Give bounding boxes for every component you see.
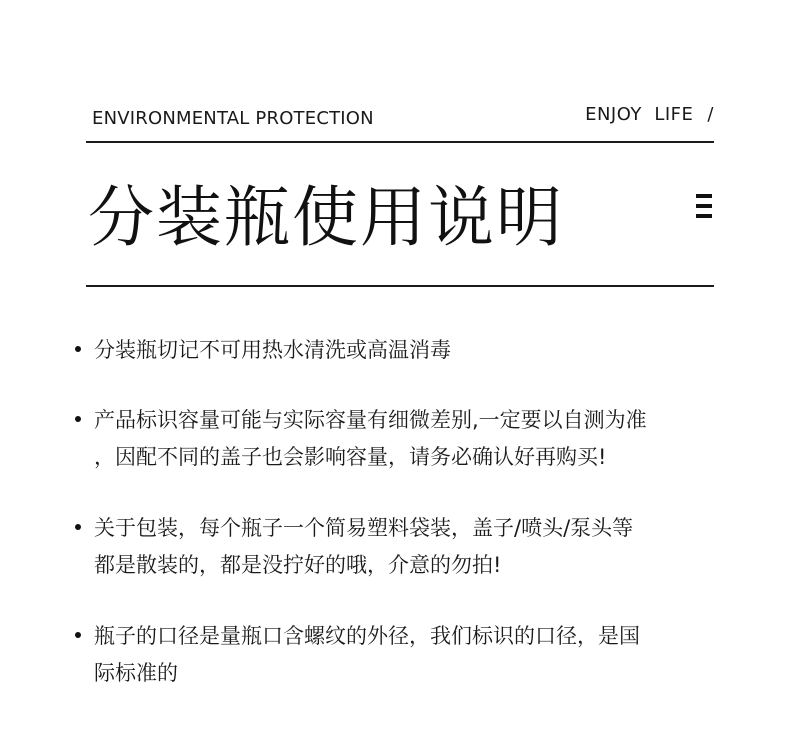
note-line: 分装瓶切记不可用热水清洗或高温消毒 [94,338,451,362]
hamburger-icon[interactable] [696,194,712,218]
note-text [94,618,716,692]
note-line: 产品标识容量可能与实际容量有细微差别,一定要以自测为准 [94,408,647,432]
header-left-text: ENVIRONMENTAL PROTECTION [92,108,374,129]
header-separator: / [707,104,714,125]
bullet-dot [75,416,81,422]
bullet-dot [75,524,81,530]
menu-bar [696,214,712,218]
note-line: 瓶子的口径是量瓶口含螺纹的外径，我们标识的口径，是国 [94,624,640,648]
header-right-text [585,104,714,125]
enjoy-life-label: ENJOY LIFE [585,104,694,125]
note-text [94,510,716,584]
page-title: 分装瓶使用说明 [88,179,564,256]
menu-bar [696,194,712,198]
menu-bar [696,204,712,208]
note-line: 关于包装，每个瓶子一个简易塑料袋装，盖子/喷头/泵头等 [94,516,634,540]
note-text [94,402,716,476]
top-divider [86,141,714,143]
bullet-dot [75,346,81,352]
note-line: 都是散装的，都是没拧好的哦，介意的勿拍! [94,553,502,577]
bottom-divider [86,285,714,287]
note-line: 际标准的 [94,661,178,685]
note-line: ，因配不同的盖子也会影响容量，请务必确认好再购买! [94,445,607,469]
bullet-dot [75,632,81,638]
note-text [94,332,716,369]
